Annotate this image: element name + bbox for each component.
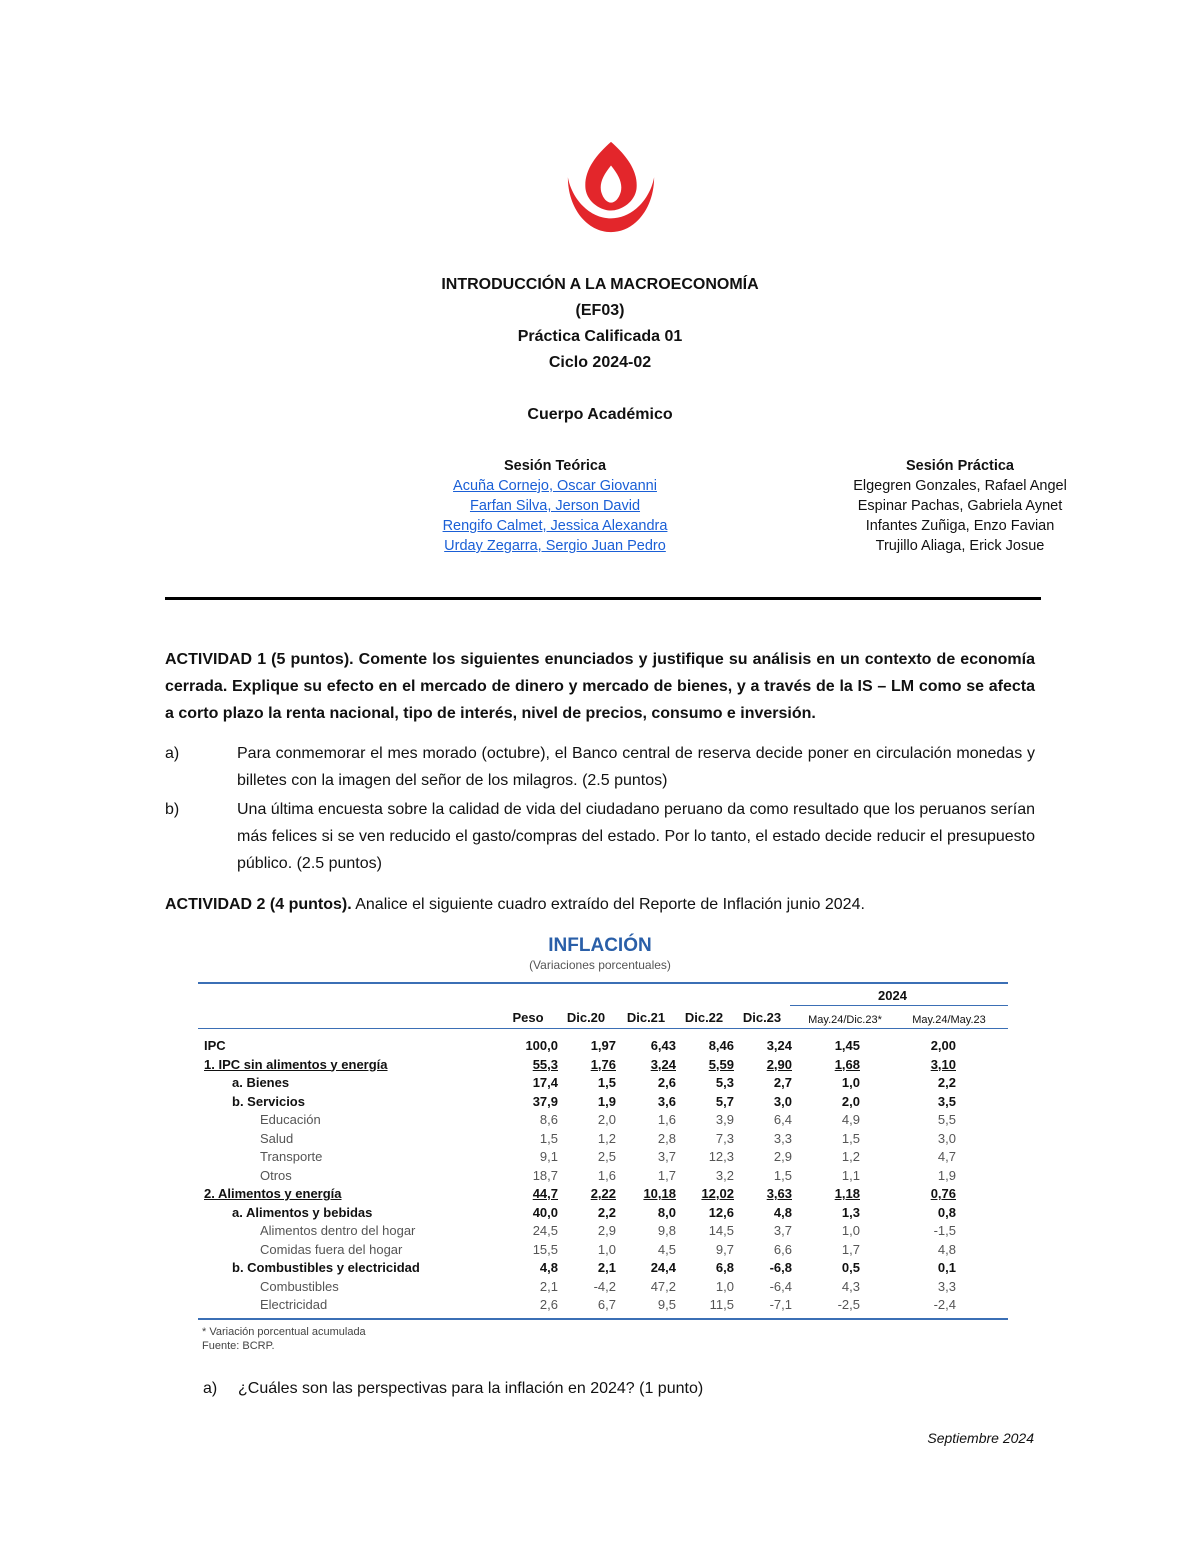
theory-member-link[interactable]: Urday Zegarra, Sergio Juan Pedro <box>444 538 666 554</box>
question-text: ¿Cuáles son las perspectivas para la inflación en 2024? (1 punto) <box>238 1380 704 1397</box>
cell-value: 44,7 <box>532 1186 558 1201</box>
cell-value: 40,0 <box>532 1204 558 1220</box>
cell-value: 1,0 <box>715 1278 734 1294</box>
row-label: b. Servicios <box>232 1093 305 1109</box>
cell-value: 1,0 <box>841 1075 860 1090</box>
exam-name: Práctica Calificada 01 <box>517 328 683 345</box>
cell-value: 14,5 <box>708 1223 734 1238</box>
cell-value: 8,46 <box>708 1038 734 1053</box>
row-label: Salud <box>260 1130 294 1146</box>
cell-value: -2,4 <box>933 1297 956 1312</box>
column-header: Dic.20 <box>566 1010 606 1025</box>
cell-value: 1,7 <box>657 1167 676 1183</box>
row-label: Combustibles <box>260 1278 339 1294</box>
year-group-label: 2024 <box>878 988 907 1003</box>
table-row <box>198 1168 1008 1186</box>
cell-value: 4,3 <box>841 1278 860 1294</box>
cell-value: 1,0 <box>597 1241 616 1257</box>
cell-value: 4,5 <box>657 1241 676 1257</box>
cell-value: 2,1 <box>597 1260 616 1275</box>
course-title: INTRODUCCIÓN A LA MACROECONOMÍA <box>441 276 759 293</box>
cell-value: -1,5 <box>933 1223 956 1238</box>
cell-value: 2,0 <box>841 1093 860 1109</box>
cell-value: 3,10 <box>930 1056 956 1072</box>
column-header: May.24/May.23 <box>912 1014 986 1026</box>
cell-value: 1,76 <box>590 1056 616 1072</box>
cell-value: 1,5 <box>773 1167 792 1183</box>
cell-value: 100,0 <box>525 1038 558 1053</box>
cell-value: 2,1 <box>539 1278 558 1294</box>
row-label: Alimentos dentro del hogar <box>260 1223 416 1238</box>
footer-date: Septiembre 2024 <box>927 1430 1034 1446</box>
table-row <box>198 1094 1008 1112</box>
cell-value: 55,3 <box>532 1056 558 1072</box>
cell-value: 1,2 <box>597 1130 616 1146</box>
table-row <box>198 1242 1008 1260</box>
table-row <box>198 1131 1008 1149</box>
cell-value: 1,6 <box>657 1112 676 1127</box>
divider <box>165 597 1041 600</box>
cell-value: 1,18 <box>834 1186 860 1201</box>
practice-member: Elgegren Gonzales, Rafael Angel <box>853 478 1067 494</box>
cell-value: 6,7 <box>597 1297 616 1312</box>
university-logo <box>562 138 660 236</box>
cell-value: 24,4 <box>650 1260 676 1275</box>
course-code: (EF03) <box>575 302 625 319</box>
cell-value: 1,5 <box>597 1075 616 1090</box>
cell-value: 2,22 <box>590 1186 616 1201</box>
cell-value: 3,3 <box>773 1130 792 1146</box>
cell-value: 18,7 <box>532 1167 558 1183</box>
cell-value: 9,7 <box>715 1241 734 1257</box>
table-subtitle: (Variaciones porcentuales) <box>529 958 671 972</box>
header-rule <box>198 1028 1008 1029</box>
cell-value: 0,76 <box>930 1186 956 1201</box>
cell-value: 0,8 <box>937 1204 956 1220</box>
table-source: Fuente: BCRP. <box>202 1340 275 1352</box>
practice-session <box>700 456 1200 556</box>
cell-value: 2,9 <box>773 1149 792 1164</box>
cell-value: 2,0 <box>597 1112 616 1127</box>
table-header-row <box>198 1010 1008 1028</box>
cell-value: 4,8 <box>539 1260 558 1275</box>
cell-value: 37,9 <box>532 1093 558 1109</box>
item-label: b) <box>165 801 180 818</box>
table-top-rule <box>198 982 1008 984</box>
cell-value: 6,4 <box>773 1112 792 1127</box>
cell-value: 2,7 <box>773 1075 792 1090</box>
row-label: Educación <box>260 1112 321 1127</box>
column-header: Peso <box>512 1010 544 1025</box>
item-text: Una última encuesta sobre la calidad de vida del ciudadano peruano da como resultado que los peruanos serían más felices si se ven reducido el gasto/compras del estado. Por lo tanto, el estado decide reducir el presupuesto público. (2.5 puntos) <box>237 801 1035 872</box>
cell-value: 1,6 <box>597 1167 616 1183</box>
cell-value: 1,5 <box>841 1130 860 1146</box>
practice-member: Espinar Pachas, Gabriela Aynet <box>857 498 1063 514</box>
cell-value: 1,3 <box>841 1204 860 1220</box>
cell-value: 6,6 <box>773 1241 792 1257</box>
cell-value: 9,1 <box>539 1149 558 1164</box>
cell-value: 1,9 <box>597 1093 616 1109</box>
column-header: Dic.21 <box>626 1010 666 1025</box>
cell-value: 3,7 <box>773 1223 792 1238</box>
cell-value: 4,7 <box>937 1149 956 1164</box>
cell-value: 2,6 <box>539 1297 558 1312</box>
cell-value: 3,24 <box>650 1056 676 1072</box>
cell-value: 3,2 <box>715 1167 734 1183</box>
item-text: Para conmemorar el mes morado (octubre), el Banco central de reserva decide poner en circulación monedas y billetes con la imagen del señor de los milagros. (2.5 puntos) <box>237 745 1035 789</box>
cell-value: 4,8 <box>773 1204 792 1220</box>
table-row <box>198 1297 1008 1315</box>
cell-value: 2,2 <box>597 1204 616 1220</box>
cell-value: -6,4 <box>769 1278 792 1294</box>
column-header: May.24/Dic.23* <box>808 1014 882 1026</box>
table-row <box>198 1279 1008 1297</box>
row-label: a. Bienes <box>232 1075 290 1090</box>
theory-member-link[interactable]: Rengifo Calmet, Jessica Alexandra <box>442 518 668 534</box>
cycle: Ciclo 2024-02 <box>548 354 652 371</box>
cell-value: 2,8 <box>657 1130 676 1146</box>
cell-value: 5,59 <box>708 1056 734 1072</box>
cell-value: 1,68 <box>834 1056 860 1072</box>
practice-member: Trujillo Aliaga, Erick Josue <box>875 538 1045 554</box>
item-label: a) <box>165 745 180 762</box>
cell-value: -6,8 <box>769 1260 792 1275</box>
cell-value: 2,5 <box>597 1149 616 1164</box>
activity1-statement: ACTIVIDAD 1 (5 puntos). Comente los siguientes enunciados y justifique su análisis en un contexto de economía cerrada. Explique su efecto en el mercado de dinero y mercado de bienes, y a través de la IS – LM como se afecta a corto plazo la renta nacional, tipo de interés, nivel de precios, consumo e inversión. <box>165 651 1035 722</box>
row-label: a. Alimentos y bebidas <box>232 1204 373 1220</box>
cell-value: 8,6 <box>539 1112 558 1127</box>
row-label: Transporte <box>260 1149 323 1164</box>
cell-value: 9,5 <box>657 1297 676 1312</box>
list-item <box>165 740 1035 794</box>
cell-value: 5,7 <box>715 1093 734 1109</box>
cell-value: 2,9 <box>597 1223 616 1238</box>
cell-value: 12,6 <box>708 1204 734 1220</box>
cell-value: 9,8 <box>657 1223 676 1238</box>
cell-value: -2,5 <box>837 1297 860 1312</box>
practice-heading: Sesión Práctica <box>906 458 1014 474</box>
row-label: Otros <box>260 1167 292 1183</box>
activity2-text: Analice el siguiente cuadro extraído del Reporte de Inflación junio 2024. <box>355 896 865 913</box>
cell-value: 0,5 <box>841 1260 860 1275</box>
table-note: * Variación porcentual acumulada <box>202 1326 366 1338</box>
row-label: b. Combustibles y electricidad <box>232 1260 420 1275</box>
cell-value: 6,43 <box>650 1038 676 1053</box>
table-row <box>198 1075 1008 1093</box>
cell-value: 17,4 <box>532 1075 558 1090</box>
cell-value: 3,24 <box>766 1038 792 1053</box>
theory-member-link[interactable]: Farfan Silva, Jerson David <box>469 498 641 514</box>
title-block <box>0 272 1200 376</box>
table-row <box>198 1112 1008 1130</box>
table-notes <box>202 1325 366 1353</box>
cell-value: 3,6 <box>657 1093 676 1109</box>
cell-value: 4,9 <box>841 1112 860 1127</box>
cell-value: 6,8 <box>715 1260 734 1275</box>
faculty-title: Cuerpo Académico <box>527 406 673 423</box>
cell-value: 1,45 <box>834 1038 860 1053</box>
cell-value: 3,7 <box>657 1149 676 1164</box>
cell-value: 3,5 <box>937 1093 956 1109</box>
cell-value: 1,5 <box>539 1130 558 1146</box>
column-header: Dic.22 <box>684 1010 724 1025</box>
table-row <box>198 1260 1008 1278</box>
cell-value: 1,7 <box>841 1241 860 1257</box>
cell-value: 4,8 <box>937 1241 956 1257</box>
row-label: 1. IPC sin alimentos y energía <box>204 1056 388 1072</box>
activity1-items <box>165 740 1035 879</box>
list-item <box>165 796 1035 877</box>
table-title: INFLACIÓN <box>548 935 652 956</box>
year-group-row <box>198 988 1008 1006</box>
table-row <box>198 1057 1008 1075</box>
row-label: IPC <box>204 1038 226 1053</box>
cell-value: 1,2 <box>841 1149 860 1164</box>
table-row <box>198 1223 1008 1241</box>
theory-heading: Sesión Teórica <box>503 458 607 474</box>
cell-value: 8,0 <box>657 1204 676 1220</box>
cell-value: -4,2 <box>593 1278 616 1294</box>
cell-value: 2,90 <box>766 1056 792 1072</box>
cell-value: 1,9 <box>937 1167 956 1183</box>
cell-value: 3,3 <box>937 1278 956 1294</box>
practice-member: Infantes Zuñiga, Enzo Favian <box>865 518 1055 534</box>
cell-value: 1,97 <box>590 1038 616 1053</box>
cell-value: 5,5 <box>937 1112 956 1127</box>
activity2-title: ACTIVIDAD 2 (4 puntos). <box>165 896 352 913</box>
cell-value: 2,6 <box>657 1075 676 1090</box>
cell-value: 2,00 <box>930 1038 956 1053</box>
cell-value: 15,5 <box>532 1241 558 1257</box>
table-row <box>198 1038 1008 1056</box>
cell-value: 12,02 <box>701 1186 734 1201</box>
column-header: Dic.23 <box>742 1010 782 1025</box>
cell-value: 0,1 <box>937 1260 956 1275</box>
cell-value: 11,5 <box>709 1297 734 1312</box>
cell-value: 10,18 <box>643 1186 676 1201</box>
cell-value: 5,3 <box>715 1075 734 1090</box>
row-label: 2. Alimentos y energía <box>204 1186 342 1201</box>
activity2 <box>165 893 1035 917</box>
question-label: a) <box>203 1380 218 1397</box>
cell-value: 2,2 <box>937 1075 956 1090</box>
cell-value: 47,2 <box>650 1278 676 1294</box>
row-label: Comidas fuera del hogar <box>260 1241 403 1257</box>
table-row <box>198 1149 1008 1167</box>
cell-value: -7,1 <box>769 1297 792 1312</box>
cell-value: 3,9 <box>715 1112 734 1127</box>
cell-value: 3,63 <box>766 1186 792 1201</box>
year-group-rule <box>790 1005 1008 1006</box>
cell-value: 3,0 <box>937 1130 956 1146</box>
cell-value: 1,1 <box>841 1167 860 1183</box>
table-row <box>198 1186 1008 1204</box>
table-row <box>198 1205 1008 1223</box>
cell-value: 7,3 <box>715 1130 734 1146</box>
cell-value: 12,3 <box>708 1149 734 1164</box>
cell-value: 3,0 <box>773 1093 792 1109</box>
cell-value: 24,5 <box>532 1223 558 1238</box>
row-label: Electricidad <box>260 1297 328 1312</box>
cell-value: 1,0 <box>841 1223 860 1238</box>
theory-member-link[interactable]: Acuña Cornejo, Oscar Giovanni <box>453 478 657 494</box>
question <box>203 1380 703 1398</box>
table-bottom-rule <box>198 1318 1008 1320</box>
